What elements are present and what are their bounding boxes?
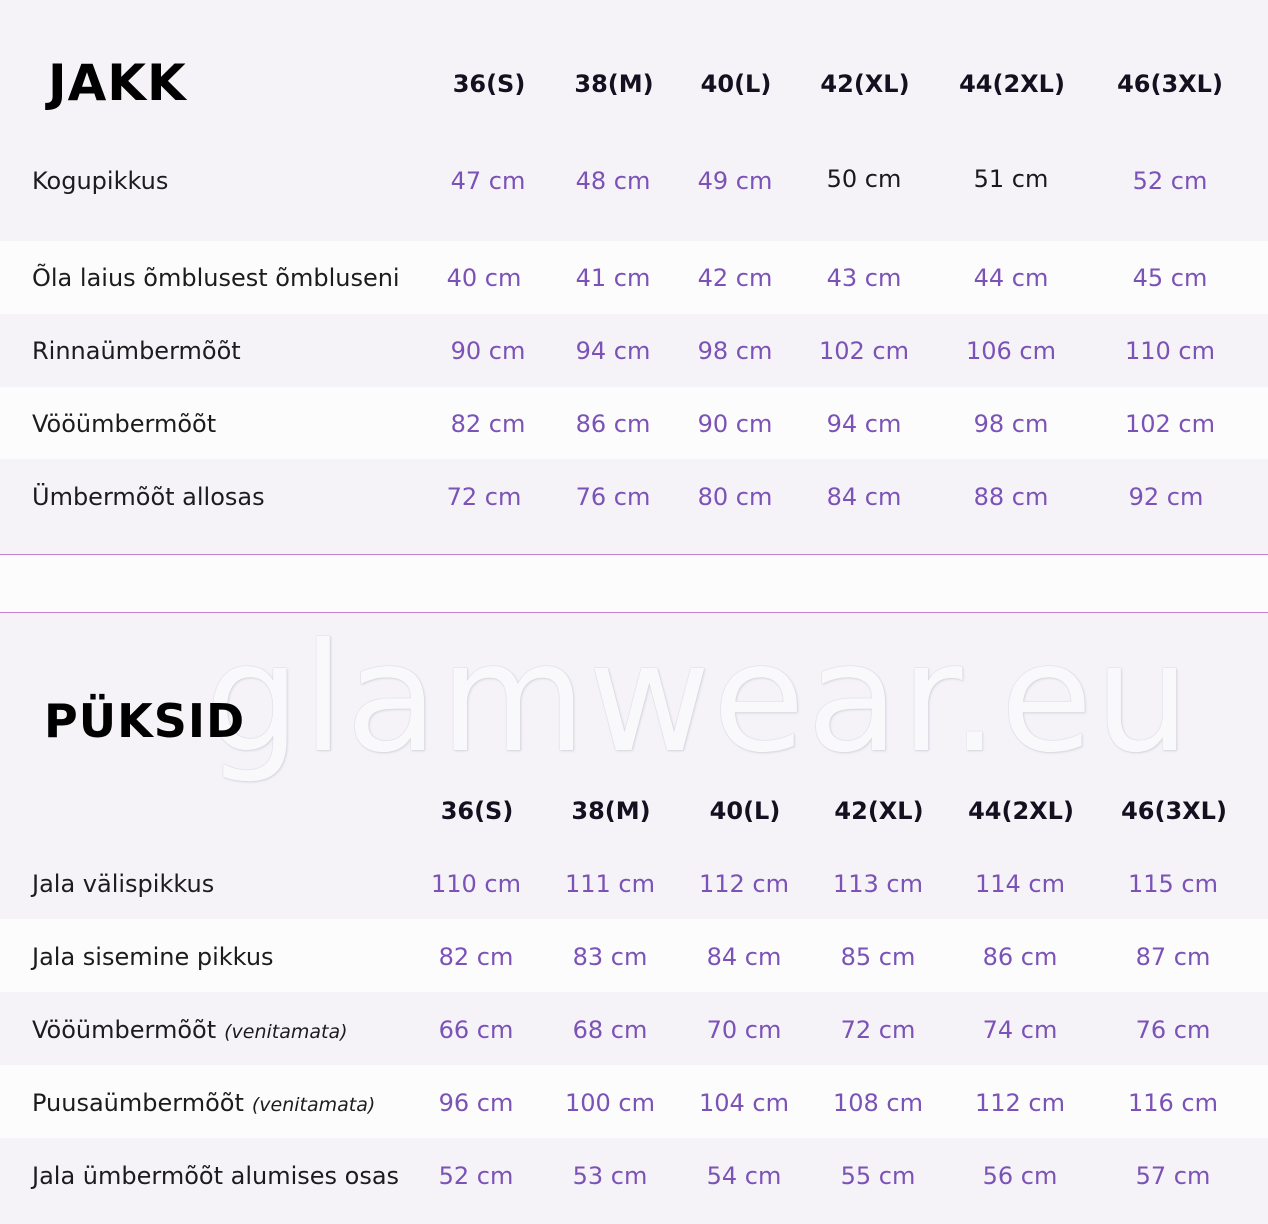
measurement-value: 94 cm xyxy=(575,337,651,365)
measurement-value: 94 cm xyxy=(826,410,902,438)
measurement-value: 43 cm xyxy=(826,264,902,292)
measurement-value: 82 cm xyxy=(450,410,526,438)
measurement-value: 68 cm xyxy=(572,1016,648,1044)
measurement-value: 41 cm xyxy=(575,264,651,292)
measurement-value: 112 cm xyxy=(698,870,790,898)
measurement-value: 106 cm xyxy=(965,337,1057,365)
measurement-value: 98 cm xyxy=(697,337,773,365)
size-header: 40(L) xyxy=(700,70,772,98)
measurement-value: 110 cm xyxy=(1124,337,1216,365)
measurement-value: 85 cm xyxy=(840,943,916,971)
size-header: 36(S) xyxy=(440,797,514,825)
measurement-value: 72 cm xyxy=(446,483,522,511)
measurement-note: (venitamata) xyxy=(224,1021,348,1043)
measurement-value: 96 cm xyxy=(438,1089,514,1117)
measurement-value: 113 cm xyxy=(832,870,924,898)
size-header: 44(2XL) xyxy=(968,797,1074,825)
measurement-label-text: Puusaümbermõõt xyxy=(32,1089,244,1117)
measurement-value: 74 cm xyxy=(982,1016,1058,1044)
measurement-label xyxy=(32,1016,348,1044)
measurement-label-text: Jala sisemine pikkus xyxy=(32,943,274,971)
measurement-value: 90 cm xyxy=(697,410,773,438)
measurement-value: 42 cm xyxy=(697,264,773,292)
measurement-value: 72 cm xyxy=(840,1016,916,1044)
size-header: 38(M) xyxy=(571,797,651,825)
measurement-value: 102 cm xyxy=(1124,410,1216,438)
measurement-label xyxy=(32,1162,399,1190)
measurement-value: 82 cm xyxy=(438,943,514,971)
measurement-value: 102 cm xyxy=(818,337,910,365)
jakk-title: JAKK xyxy=(48,54,187,112)
measurement-value: 84 cm xyxy=(706,943,782,971)
measurement-label-text: Jala ümbermõõt alumises osas xyxy=(32,1162,400,1190)
measurement-label-text: Vööümbermõõt xyxy=(32,410,217,438)
measurement-label xyxy=(32,167,168,195)
measurement-label-text: Kogupikkus xyxy=(32,167,169,195)
measurement-value: 45 cm xyxy=(1132,264,1208,292)
measurement-value: 84 cm xyxy=(826,483,902,511)
measurement-value: 51 cm xyxy=(973,165,1049,193)
measurement-value: 104 cm xyxy=(698,1089,790,1117)
measurement-value: 54 cm xyxy=(706,1162,782,1190)
measurement-value: 47 cm xyxy=(450,167,526,195)
measurement-value: 100 cm xyxy=(564,1089,656,1117)
measurement-value: 80 cm xyxy=(697,483,773,511)
size-header: 42(XL) xyxy=(820,70,910,98)
measurement-value: 114 cm xyxy=(974,870,1066,898)
measurement-value: 111 cm xyxy=(564,870,656,898)
size-header: 46(3XL) xyxy=(1117,70,1223,98)
size-header: 36(S) xyxy=(452,70,526,98)
measurement-value: 108 cm xyxy=(832,1089,924,1117)
measurement-value: 40 cm xyxy=(446,264,522,292)
puksid-title: PÜKSID xyxy=(44,694,246,748)
measurement-value: 87 cm xyxy=(1135,943,1211,971)
jakk-header-band xyxy=(0,0,1268,241)
measurement-value: 50 cm xyxy=(826,165,902,193)
measurement-label-text: Rinnaümbermõõt xyxy=(32,337,241,365)
measurement-value: 76 cm xyxy=(1135,1016,1211,1044)
measurement-value: 55 cm xyxy=(840,1162,916,1190)
measurement-label xyxy=(32,870,214,898)
measurement-value: 52 cm xyxy=(1132,167,1208,195)
watermark-logo: glamwear.eu xyxy=(205,612,1192,786)
measurement-value: 49 cm xyxy=(697,167,773,195)
measurement-value: 76 cm xyxy=(575,483,651,511)
measurement-value: 48 cm xyxy=(575,167,651,195)
measurement-label xyxy=(32,410,216,438)
measurement-label xyxy=(32,943,274,971)
measurement-value: 44 cm xyxy=(973,264,1049,292)
measurement-value: 70 cm xyxy=(706,1016,782,1044)
size-header: 44(2XL) xyxy=(959,70,1065,98)
measurement-value: 88 cm xyxy=(973,483,1049,511)
measurement-note: (venitamata) xyxy=(251,1094,376,1116)
measurement-value: 86 cm xyxy=(575,410,651,438)
size-header: 38(M) xyxy=(574,70,654,98)
measurement-value: 83 cm xyxy=(572,943,648,971)
measurement-value: 112 cm xyxy=(974,1089,1066,1117)
measurement-value: 92 cm xyxy=(1128,483,1204,511)
size-header: 40(L) xyxy=(709,797,781,825)
measurement-value: 110 cm xyxy=(430,870,522,898)
size-header: 46(3XL) xyxy=(1121,797,1227,825)
measurement-value: 56 cm xyxy=(982,1162,1058,1190)
section-gap xyxy=(0,555,1268,612)
measurement-label xyxy=(32,264,400,292)
measurement-value: 115 cm xyxy=(1127,870,1219,898)
measurement-label-text: Vööümbermõõt xyxy=(32,1016,217,1044)
measurement-value: 116 cm xyxy=(1127,1089,1219,1117)
measurement-value: 98 cm xyxy=(973,410,1049,438)
measurement-value: 66 cm xyxy=(438,1016,514,1044)
measurement-label xyxy=(32,337,241,365)
measurement-label-text: Ümbermõõt allosas xyxy=(32,483,265,511)
measurement-value: 86 cm xyxy=(982,943,1058,971)
measurement-value: 90 cm xyxy=(450,337,526,365)
size-header: 42(XL) xyxy=(834,797,924,825)
measurement-value: 53 cm xyxy=(572,1162,648,1190)
measurement-value: 52 cm xyxy=(438,1162,514,1190)
measurement-label xyxy=(32,483,265,511)
measurement-label xyxy=(32,1089,375,1117)
measurement-value: 57 cm xyxy=(1135,1162,1211,1190)
measurement-label-text: Jala välispikkus xyxy=(32,870,215,898)
measurement-label-text: Õla laius õmblusest õmbluseni xyxy=(32,264,400,292)
